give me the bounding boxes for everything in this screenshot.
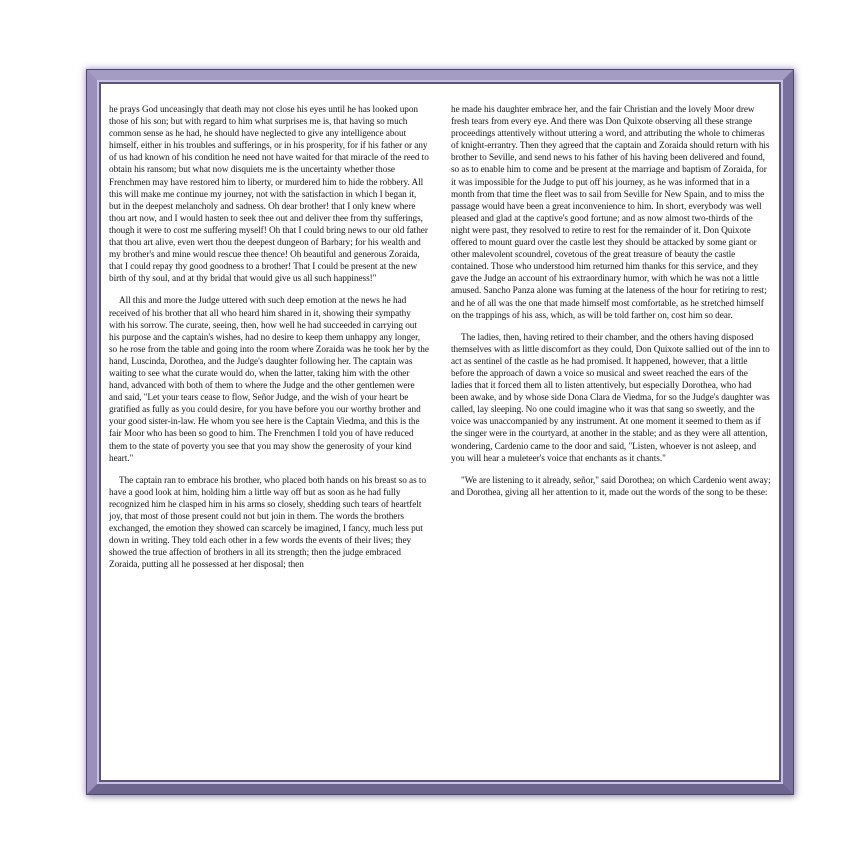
paragraph: All this and more the Judge uttered with such deep emotion at the news he had received of his brother that all who heard him shared in it, showing their sympathy with his sorrow. The curate, seeing, then, how well he had succeeded in carrying out his purpose and the captain's wishes, had no desire to keep them unhappy any longer, so he rose from the table and going into the room where Zoraida was he took her by the hand, Luscinda, Dorothea, and the Judge's daughter following her. The captain was waiting to see what the curate would do, when the latter, taking him with the other hand, advanced with both of them to where the Judge and the other gentlemen were and said, "Let your tears cease to flow, Señor Judge, and the wish of your heart be gratified as fully as you could desire, for you have before you our worthy brother and your good sister-in-law. He whom you see here is the Captain Viedma, and this is the fair Moor who has been so good to him. The Frenchmen I told you of have reduced them to the state of poverty you see that you may show the generosity of your kind heart.": [109, 296, 429, 464]
paragraph: "We are listening to it already, señor," said Dorothea; on which Cardenio went away; and Dorothea, giving all her attention to it, made out the words of the song to be these:: [451, 475, 771, 498]
paragraph: The captain ran to embrace his brother, who placed both hands on his breast so as to have a good look at him, holding him a little way off but as soon as he had fully recognized him he clasped him in his arms so closely, shedding such tears of heartfelt joy, that most of those present could not but join in them. The words the brothers exchanged, the emotion they showed can scarcely be imagined, I fancy, much less put down in writing. They told each other in a few words the events of their lives; they showed the true affection of brothers in all its strength; then the judge embraced Zoraida, putting all he possessed at her disposal; then: [109, 475, 427, 571]
right-column: [451, 104, 771, 774]
paragraph: he made his daughter embrace her, and the fair Christian and the lovely Moor drew fresh tears from every eye. And there was Don Quixote observing all these strange proceedings attentively without uttering a word, and attributing the whole to chimeras of knight-errantry. Then they agreed that the captain and Zoraida should return with his brother to Seville, and send news to his father of his having been delivered and found, so as to enable him to come and be present at the marriage and baptism of Zoraida, for it was impossible for the Judge to put off his journey, as he was informed that in a month from that time the fleet was to sail from Seville for New Spain, and to miss the passage would have been a great inconvenience to him. In short, everybody was well pleased and glad at the captive's good fortune; and as now almost two-thirds of the night were past, they resolved to retire to rest for the remainder of it. Don Quixote offered to mount guard over the castle lest they should be attacked by some giant or other malevolent scoundrel, covetous of the great treasure of beauty the castle contained. Those who understood him returned him thanks for this service, and they gave the Judge an account of his extraordinary humor, with which he was not a little amused. Sancho Panza alone was fuming at the lateness of the hour for retiring to rest; and he of all was the one that made himself most comfortable, as he stretched himself on the trappings of his ass, which, as will be told farther on, cost him so dear.: [451, 105, 770, 321]
paragraph: he prays God unceasingly that death may not close his eyes until he has looked upon those of his son; but with regard to him what surprises me is, that having so much common sense as he had, he should have neglected to give any intelligence about himself, either in his troubles and sufferings, or in his prosperity, for if his father or any of us had known of his condition he need not have waited for that miracle of the reed to obtain his ransom; but what now disquiets me is the uncertainty whether those Frenchmen may have restored him to liberty, or murdered him to hide the robbery. All this will make me continue my journey, not with the satisfaction in which I began it, but in the deepest melancholy and sadness. Oh dear brother! that I only knew where thou art now, and I would hasten to seek thee out and deliver thee from thy sufferings, though it were to cost me suffering myself! Oh that I could bring news to our old father that thou art alive, even wert thou the deepest dungeon of Barbary; for his wealth and my brother's and mine would rescue thee thence! Oh beautiful and generous Zoraida, that I could repay thy good goodness to a brother! That I could be present at the new birth of thy soul, and at thy bridal that would give us all such happiness!": [109, 105, 429, 285]
paragraph: The ladies, then, having retired to their chamber, and the others having disposed themselves with as little discomfort as they could, Don Quixote sallied out of the inn to act as sentinel of the castle as he had promised. It happened, however, that a little before the approach of dawn a voice so musical and sweet reached the ears of the ladies that it forced them all to listen attentively, but especially Dorothea, who had been awake, and by whose side Dona Clara de Viedma, for so the Judge's daughter was called, lay sleeping. No one could imagine who it was that sang so sweetly, and the voice was unaccompanied by any instrument. At one moment it seemed to them as if the singer were in the courtyard, at another in the stable; and as they were all attention, wondering, Cardenio came to the door and said, "Listen, whoever is not asleep, and you will hear a muleteer's voice that enchants as it chants.": [451, 332, 770, 464]
book-spread: [109, 104, 771, 774]
page-frame: [87, 70, 793, 794]
left-column: [109, 104, 429, 774]
